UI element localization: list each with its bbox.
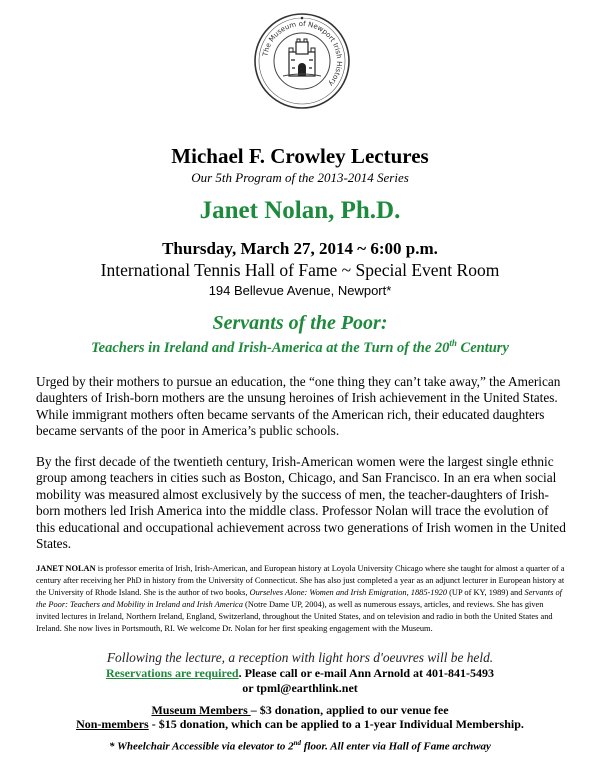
- museum-seal: [253, 12, 351, 110]
- reservations-label: Reservations are required: [105, 666, 239, 680]
- bio-book-1: Ourselves Alone: Women and Irish Emigration, 1885-1920: [249, 587, 448, 597]
- series-subtitle: Our 5th Program of the 2013-2014 Series: [191, 170, 409, 185]
- speaker-name: Janet Nolan, Ph.D.: [199, 197, 401, 224]
- contact-email: or tpml@earthlink.net: [242, 681, 358, 695]
- description-paragraph-1: Urged by their mothers to pursue an education, the “one thing they can’t take away,” the American daughters of Irish-born mothers are the unsung heroines of Irish achievement in the United States. While immigrant mothers often became servants of the American rich, their educated daughters became servants of the poor in America’s public schools.: [36, 374, 561, 439]
- speaker-bio: [36, 563, 568, 634]
- members-text: – $3 donation, applied to our venue fee: [250, 703, 449, 717]
- talk-subtitle-main: Teachers in Ireland and Irish-America at the Turn of the 20: [91, 339, 450, 356]
- description-paragraph-2: By the first decade of the twentieth century, Irish-American women were the largest single ethnic group among teachers in cities such as Boston, Chicago, and San Francisco. In an era when social mobility was measured almost exclusively by the success of men, the teacher-daughters of Irish-born mothers led Irish America into the middle class. Professor Nolan will trace the evolution of this educational and occupational achievement across two generations of Irish women in the United States.: [36, 454, 566, 552]
- members-pricing: [0, 703, 600, 718]
- museum-seal-graphic: [253, 12, 351, 110]
- talk-subtitle: [0, 338, 600, 357]
- access-text-2: floor. All enter via Hall of Fame archway: [300, 740, 491, 753]
- event-venue: International Tennis Hall of Fame ~ Special Event Room: [100, 260, 500, 280]
- series-title: Michael F. Crowley Lectures: [171, 144, 429, 168]
- reservations-line: [0, 666, 600, 681]
- reception-note: Following the lecture, a reception with light hors d'oeuvres will be held.: [106, 650, 494, 665]
- accessibility-note: [0, 739, 600, 753]
- talk-subtitle-end: Century: [456, 339, 509, 356]
- talk-subtitle-ordinal: th: [449, 338, 457, 348]
- event-address: 194 Bellevue Avenue, Newport*: [208, 283, 392, 298]
- access-text-1: * Wheelchair Accessible via elevator to 2: [109, 740, 294, 753]
- nonmembers-pricing: [0, 717, 600, 732]
- seal-ring-text: The Museum of Newport Irish History: [261, 19, 344, 88]
- members-label: Museum Members: [151, 703, 251, 717]
- bio-text-1: is professor emerita of Irish, Irish-American, and European history at Loyola University Chicago where she taught for almost a quarter of a century after receiving her PhD in history from the University of Connecticut. She has also just completed a year as an adjunct lecturer in European history at the University of Rhode Island. She is the author of two books,: [36, 564, 565, 597]
- bio-name: JANET NOLAN: [36, 564, 96, 573]
- access-ordinal: nd: [293, 739, 301, 747]
- reservations-text: . Please call or e-mail Ann Arnold at 401-841-5493: [238, 666, 495, 680]
- nonmembers-label: Non-members: [76, 717, 149, 731]
- bio-text-3: (Notre Dame UP, 2004), as well as numerous essays, articles, and reviews. She has given invited lectures in Ireland, Northern Ireland, England, Switzerland, throughout the United States, and on television and radio in both the United States and Ireland. She now lives in Portsmouth, RI. We welcome Dr. Nolan for her first speaking engagement with the Museum.: [36, 599, 553, 633]
- nonmembers-text: - $15 donation, which can be applied to a 1-year Individual Membership.: [148, 717, 524, 731]
- talk-title: Servants of the Poor:: [212, 312, 388, 334]
- event-datetime: Thursday, March 27, 2014 ~ 6:00 p.m.: [162, 239, 438, 258]
- bio-text-2: (UP of KY, 1989) and: [447, 587, 525, 597]
- bio-book-2: Servants of the Poor: Teachers and Mobility in Ireland and Irish America: [36, 587, 562, 609]
